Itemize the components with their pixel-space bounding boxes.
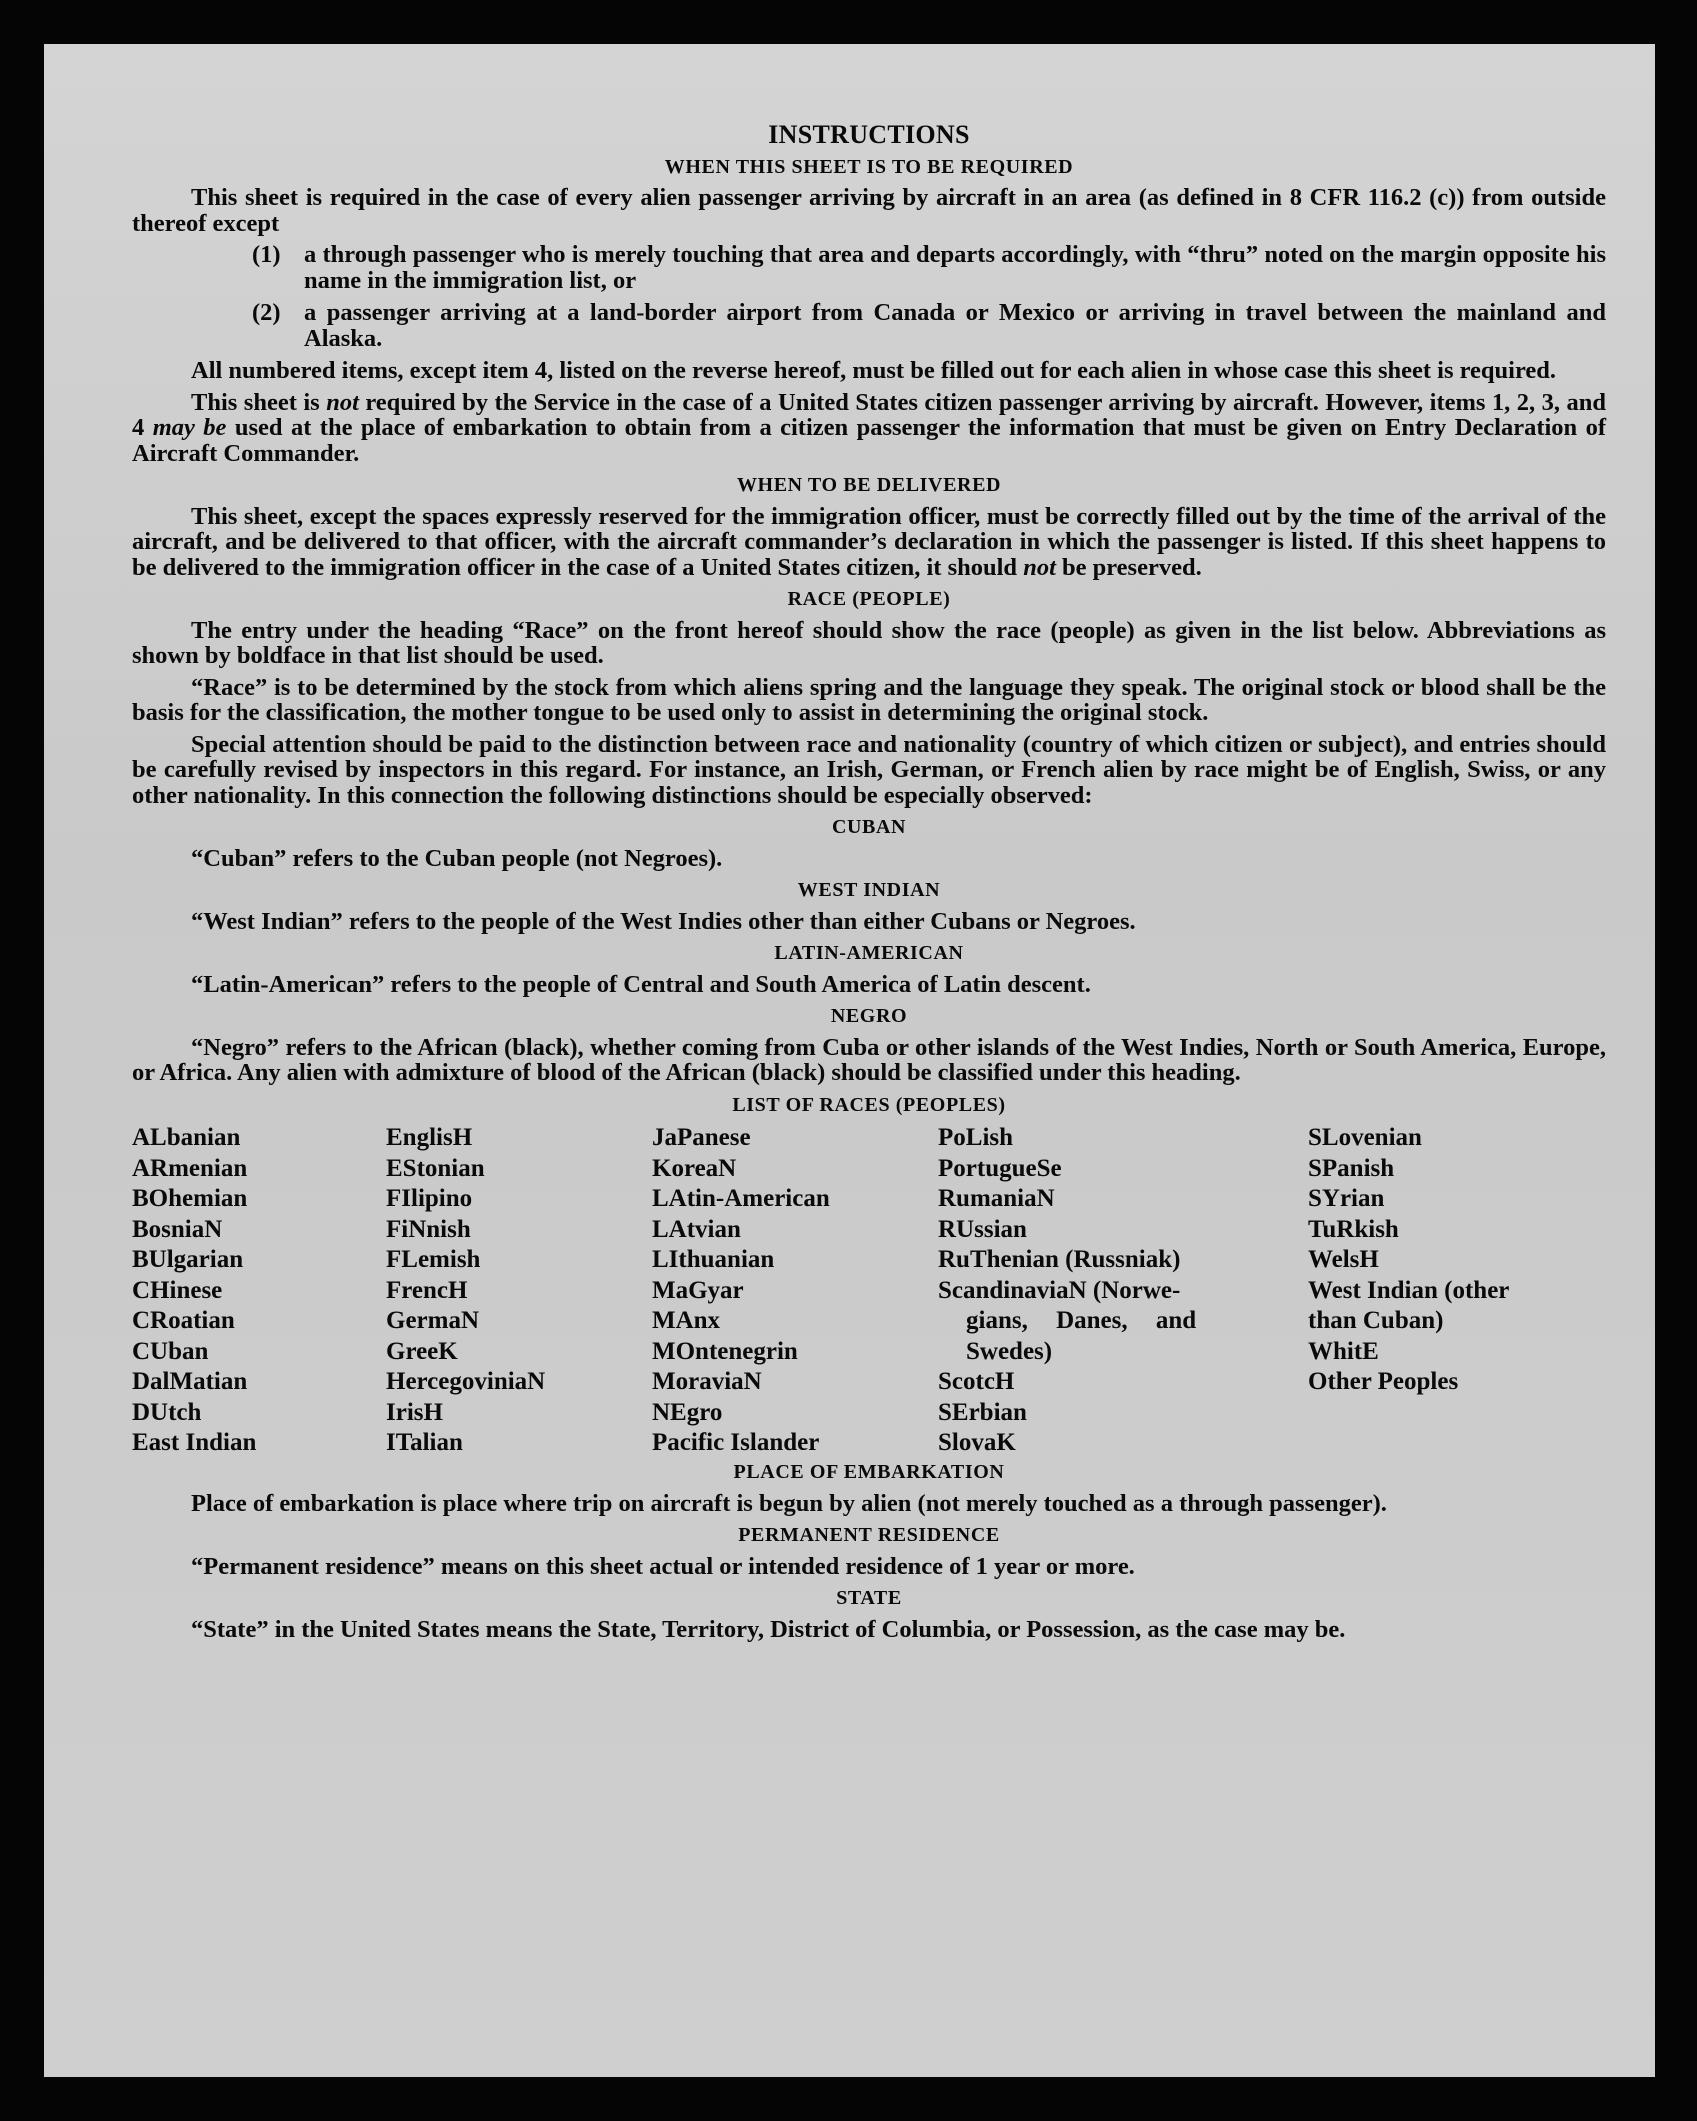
- text-run: This sheet, except the spaces expressly reserved for the immigration officer, must be correctly filled out by the time of the arrival of the aircraft, and be delivered to that officer, with the aircraft commander’s declaration in which the passenger is listed. If this sheet happens to be delivered to the immigration officer in the case of a United States citizen, it should: [132, 502, 1606, 581]
- race-item: SErbian: [938, 1398, 1027, 1426]
- paragraph-race-nationality: Special attention should be paid to the distinction between race and nationality (country of which citizen or subject), and entries should be carefully revised by inspectors in this regard. For instance, an Irish, German, or French alien by race might be of English, Swiss, or any other nationality. In this connection the following distinctions should be especially observed:: [132, 730, 1606, 809]
- race-item: MoraviaN: [652, 1368, 762, 1395]
- race-item: BUlgarian: [132, 1246, 244, 1273]
- definition-negro: “Negro” refers to the African (black), whether coming from Cuba or other islands of the West Indies, North or South America, Europe, or Africa. Any alien with admixture of blood of the African (black) should be classified under this heading.: [132, 1033, 1606, 1086]
- race-item: ARmenian: [132, 1154, 248, 1182]
- race-item: DalMatian: [132, 1368, 248, 1395]
- race-item: SLovenian: [1308, 1124, 1422, 1151]
- races-column-1: [132, 1123, 256, 1459]
- paragraph-required: This sheet is required in the case of every alien passenger arriving by aircraft in an area (as defined in 8 CFR 116.2 (c)) from outside thereof except: [132, 184, 1606, 237]
- race-item: EStonian: [386, 1154, 485, 1182]
- section-heading-latin-american: LATIN-AMERICAN: [774, 942, 964, 964]
- race-item: RumaniaN: [938, 1185, 1055, 1212]
- races-column-3: [652, 1123, 830, 1459]
- race-item: TuRkish: [1308, 1215, 1399, 1243]
- section-heading-list-of-races: LIST OF RACES (PEOPLES): [732, 1093, 1006, 1116]
- race-item: CHinese: [132, 1276, 223, 1304]
- race-item: CRoatian: [132, 1307, 235, 1334]
- race-item: IrisH: [386, 1398, 443, 1426]
- section-heading-when-required: WHEN THIS SHEET IS TO BE REQUIRED: [664, 155, 1074, 178]
- condition-1-number: (1): [252, 241, 281, 268]
- section-heading-state: STATE: [836, 1587, 902, 1609]
- race-item: ScandinaviaN (Norwe-: [938, 1276, 1181, 1304]
- page-title: INSTRUCTIONS: [768, 120, 970, 149]
- race-item: GermaN: [386, 1307, 480, 1334]
- text-run: The entry under the heading “Race” on the front hereof should show the race (people) as given in the list below. Abbreviations as shown by: [132, 616, 1606, 669]
- condition-1: [132, 242, 1606, 293]
- text-run: be preserved.: [1055, 553, 1202, 581]
- races-column-2: [386, 1123, 545, 1459]
- race-item: SlovaK: [938, 1429, 1016, 1456]
- race-item: West Indian (other: [1308, 1276, 1510, 1304]
- race-item: Other Peoples: [1308, 1368, 1459, 1395]
- race-item: FIlipino: [386, 1185, 473, 1212]
- races-column-4: [938, 1123, 1196, 1459]
- section-heading-west-indian: WEST INDIAN: [797, 879, 941, 901]
- text-run: in that list should be used.: [325, 642, 604, 669]
- text-run: used at the place of embarkation to obtain from a citizen passenger the information that must be given on Entry Declaration of Aircraft Commander.: [132, 414, 1606, 467]
- text-run: required by the Service in the case of a United States citizen passenger arriving by aircraft. However, items 1, 2, 3, and 4: [132, 388, 1607, 441]
- race-item: WelsH: [1308, 1246, 1379, 1273]
- document-page: [44, 44, 1655, 2077]
- paragraph-delivery: [132, 504, 1606, 581]
- race-item-continued: than Cuban): [1308, 1307, 1444, 1334]
- text-run-italic: not: [1023, 553, 1056, 581]
- race-item: CUban: [132, 1337, 209, 1365]
- definition-west-indian: “West Indian” refers to the people of the West Indies other than either Cubans or Negroes.: [191, 907, 1136, 935]
- race-item: HercegoviniaN: [386, 1368, 546, 1395]
- section-heading-cuban: CUBAN: [831, 816, 907, 838]
- race-item: WhitE: [1308, 1337, 1379, 1365]
- condition-1-text: a through passenger who is merely touching that area and departs accordingly, with “thru” noted on the margin opposite his name in the immigration list, or: [304, 241, 1606, 294]
- definition-cuban: “Cuban” refers to the Cuban people (not Negroes).: [191, 844, 723, 872]
- race-item: FrencH: [386, 1276, 468, 1304]
- race-item: East Indian: [132, 1429, 257, 1456]
- section-heading-place-of-embarkation: PLACE OF EMBARKATION: [733, 1461, 1005, 1483]
- paragraph-numbered-items: All numbered items, except item 4, listed on the reverse hereof, must be filled out for each alien in whose case this sheet is required.: [191, 357, 1557, 384]
- condition-2: [132, 300, 1606, 351]
- race-item: PoLish: [938, 1124, 1014, 1151]
- definition-state: “State” in the United States means the State, Territory, District of Columbia, or Possession, as the case may be.: [191, 1615, 1346, 1643]
- race-item: LAtin-American: [652, 1185, 830, 1212]
- text-run-italic: not: [326, 388, 359, 416]
- text-run-bold: boldface: [236, 642, 326, 669]
- section-heading-race: RACE (PEOPLE): [787, 588, 951, 610]
- section-heading-when-delivered: WHEN TO BE DELIVERED: [736, 474, 1002, 496]
- race-item: LAtvian: [652, 1215, 741, 1243]
- race-item: RUssian: [938, 1215, 1027, 1243]
- definition-latin-american: “Latin-American” refers to the people of Central and South America of Latin descent.: [191, 970, 1091, 998]
- paragraph-race-stock: “Race” is to be determined by the stock from which aliens spring and the language they speak. The original stock or blood shall be the basis for the classification, the mother tongue to be used only to assist in determining the original stock.: [132, 673, 1606, 726]
- section-heading-permanent-residence: PERMANENT RESIDENCE: [738, 1524, 1000, 1546]
- paragraph-race-entry: [132, 618, 1606, 669]
- race-item: SYrian: [1308, 1185, 1385, 1212]
- race-item: MaGyar: [652, 1276, 744, 1304]
- race-item: ScotcH: [938, 1368, 1015, 1395]
- section-heading-negro: NEGRO: [830, 1005, 908, 1027]
- races-column-5: [1308, 1123, 1509, 1398]
- race-item: FiNnish: [386, 1215, 471, 1243]
- race-item: JaPanese: [652, 1124, 751, 1151]
- race-item: MOntenegrin: [652, 1337, 798, 1365]
- paragraph-citizen: [132, 390, 1606, 467]
- race-item: BosniaN: [132, 1215, 223, 1243]
- race-item: ALbanian: [132, 1124, 241, 1151]
- race-item-continued: Swedes): [966, 1337, 1053, 1365]
- text-run: This sheet is: [191, 388, 327, 416]
- definition-permanent-residence: “Permanent residence” means on this sheet actual or intended residence of 1 year or more.: [191, 1552, 1135, 1580]
- text-run-italic: may be: [152, 414, 227, 441]
- race-item: SPanish: [1308, 1154, 1395, 1182]
- race-item-continued: gians, Danes, and: [966, 1307, 1197, 1334]
- race-item: Pacific Islander: [652, 1429, 820, 1456]
- race-item: ITalian: [386, 1429, 463, 1456]
- race-item: DUtch: [132, 1398, 202, 1426]
- race-item: FLemish: [386, 1246, 481, 1273]
- race-item: EnglisH: [386, 1124, 473, 1151]
- race-item: LIthuanian: [652, 1246, 775, 1273]
- condition-2-number: (2): [252, 299, 281, 326]
- race-item: KoreaN: [652, 1154, 737, 1182]
- race-item: MAnx: [652, 1307, 721, 1334]
- definition-place-of-embarkation: Place of embarkation is place where trip on aircraft is begun by alien (not merely touched as a through passenger).: [191, 1489, 1387, 1517]
- race-item: RuThenian (Russniak): [938, 1246, 1181, 1273]
- race-item: NEgro: [652, 1398, 723, 1426]
- race-item: GreeK: [386, 1337, 458, 1365]
- race-item: BOhemian: [132, 1185, 248, 1212]
- instructions-content: [132, 122, 1606, 1646]
- races-list: [132, 1123, 1606, 1456]
- race-item: PortugueSe: [938, 1154, 1062, 1182]
- condition-2-text: a passenger arriving at a land-border airport from Canada or Mexico or arriving in travel between the mainland and Alaska.: [304, 299, 1606, 352]
